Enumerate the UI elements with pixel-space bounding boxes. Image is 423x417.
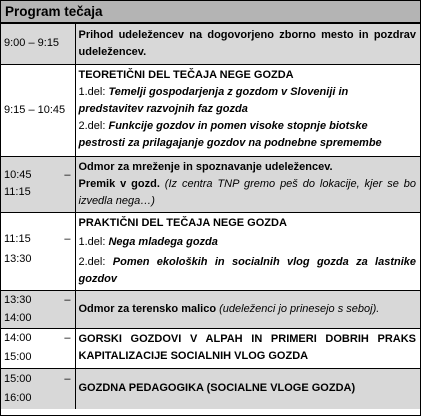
time-start: 11:15 (4, 232, 31, 245)
table-row (1, 212, 420, 290)
time-dash: – (64, 372, 71, 385)
row-note: (udeleženci jo prinesejo s seboj). (216, 302, 380, 315)
time-cell (1, 212, 75, 290)
time-cell (1, 368, 75, 409)
description-cell (75, 156, 420, 212)
time-end: 14:00 (4, 311, 32, 324)
time-dash: – (64, 168, 71, 181)
part-title: Nega mladega gozda (108, 235, 218, 248)
description-cell (75, 212, 420, 290)
time-end: 16:00 (4, 391, 32, 404)
time-end: 11:15 (4, 185, 31, 198)
section-heading: PRAKTIČNI DEL TEČAJA NEGE GOZDA (78, 216, 287, 229)
table-row (1, 368, 420, 409)
part-prefix: 1.del: (78, 85, 109, 98)
time-cell (1, 328, 75, 368)
table-title: Program tečaja (1, 1, 420, 24)
part-prefix: 2.del: (78, 119, 109, 132)
row-text: GORSKI GOZDOVI V ALPAH IN PRIMERI DOBRIH PRAKS KAPITALIZACIJE SOCIALNIH VLOG GOZDA (78, 332, 416, 362)
table-row (1, 328, 420, 368)
time-dash: – (64, 331, 71, 344)
description-cell (75, 368, 420, 409)
part-title: Funkcije gozdov in pomen visoke stopnje biotske pestrosti za prilagajanje gozdov na podnebne spremembe (78, 119, 382, 149)
description-cell (75, 328, 420, 368)
row-text: Prihod udeležencev na dogovorjeno zborno mesto in pozdrav udeležencev. (78, 29, 416, 58)
time-end: 15:00 (4, 350, 32, 363)
row-bold-text: Premik v gozd. (78, 177, 160, 190)
time-cell (1, 24, 75, 64)
time-range: 9:00 – 9:15 (4, 37, 60, 50)
time-dash: – (64, 293, 71, 306)
time-range: 9:15 – 10:45 (4, 103, 66, 116)
row-text: GOZDNA PEDAGOGIKA (SOCIALNE VLOGE GOZDA) (78, 382, 356, 395)
time-start: 10:45 (4, 168, 32, 181)
time-start: 14:00 (4, 331, 32, 344)
time-start: 13:30 (4, 293, 32, 306)
description-cell (75, 24, 420, 64)
row-note: (Iz centra TNP gremo peš do lokacije, kjer se bo izvedla nega…) (78, 177, 416, 207)
part-title: Pomen ekoloških in socialnih vlog gozda za lastnike gozdov (78, 255, 417, 285)
section-heading: TEORETIČNI DEL TEČAJA NEGE GOZDA (78, 68, 294, 81)
time-cell (1, 156, 75, 212)
table-row (1, 64, 420, 156)
row-bold-text: Odmor za terensko malico (78, 302, 217, 315)
description-cell (75, 290, 420, 328)
description-cell (75, 64, 420, 156)
time-cell (1, 290, 75, 328)
table-row (1, 156, 420, 212)
time-cell (1, 64, 75, 156)
table-row (1, 290, 420, 328)
time-start: 15:00 (4, 372, 32, 385)
part-prefix: 2.del: (78, 255, 113, 268)
schedule-table (1, 24, 420, 409)
table-row (1, 24, 420, 64)
row-line: Odmor za mreženje in spoznavanje udeležencev. (78, 160, 333, 173)
part-title: Temelji gospodarjenja z gozdom v Sloveniji in predstavitev razvojnih faz gozda (78, 85, 349, 115)
time-dash: – (64, 232, 71, 245)
time-end: 13:30 (4, 252, 32, 265)
part-prefix: 1.del: (78, 235, 109, 248)
